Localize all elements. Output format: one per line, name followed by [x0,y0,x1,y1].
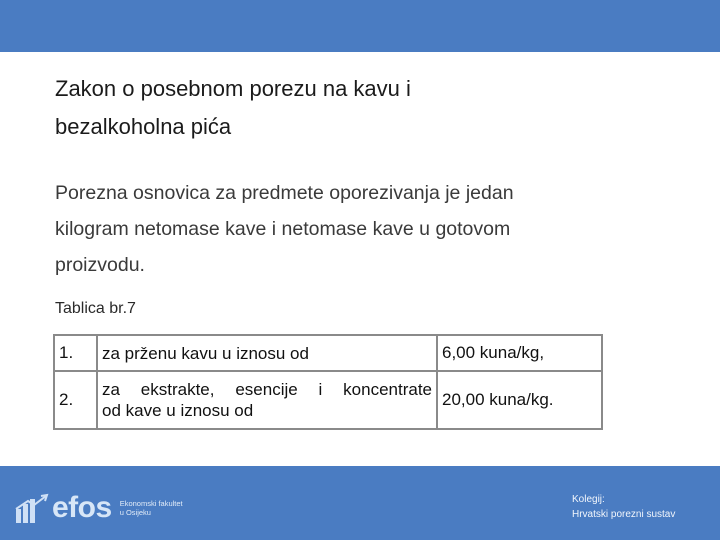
rates-table [53,334,603,430]
course-name: Hrvatski porezni sustav [572,509,676,520]
logo-subtitle [120,499,190,517]
row-number: 1. [54,335,97,371]
logo-wordmark: efos [52,491,112,524]
slide-title [55,70,675,146]
body-line: proizvodu. [55,254,145,276]
body-paragraph [55,175,675,283]
efos-logo [14,492,190,524]
title-line: Zakon o posebnom porezu na kavu i [55,76,411,101]
course-info [572,492,675,522]
table-row [54,335,602,371]
row-number: 2. [54,371,97,429]
body-line: kilogram netomase kave i netomase kave u gotovom [55,218,511,240]
footer-band [0,466,720,540]
top-band [0,0,720,52]
title-line: bezalkoholna pića [55,114,232,139]
row-rate: 20,00 kuna/kg. [437,371,602,429]
row-rate: 6,00 kuna/kg, [437,335,602,371]
course-label: Kolegij: [572,494,605,505]
row-description [97,335,437,371]
description-line: za prženu kavu u iznosu od [102,343,309,363]
description-line: za ekstrakte, esencije i koncentrate [102,380,432,399]
table-caption: Tablica br.7 [55,300,136,317]
logo-subtitle-line: Ekonomski fakultet [119,499,183,508]
row-description [97,371,437,429]
efos-logo-bars-icon [14,493,50,523]
body-line: Porezna osnovica za predmete oporezivanja je jedan [55,182,514,204]
description-line: od kave u iznosu od [102,401,254,420]
logo-subtitle-line: u Osijeku [119,508,151,517]
table-row [54,371,602,429]
